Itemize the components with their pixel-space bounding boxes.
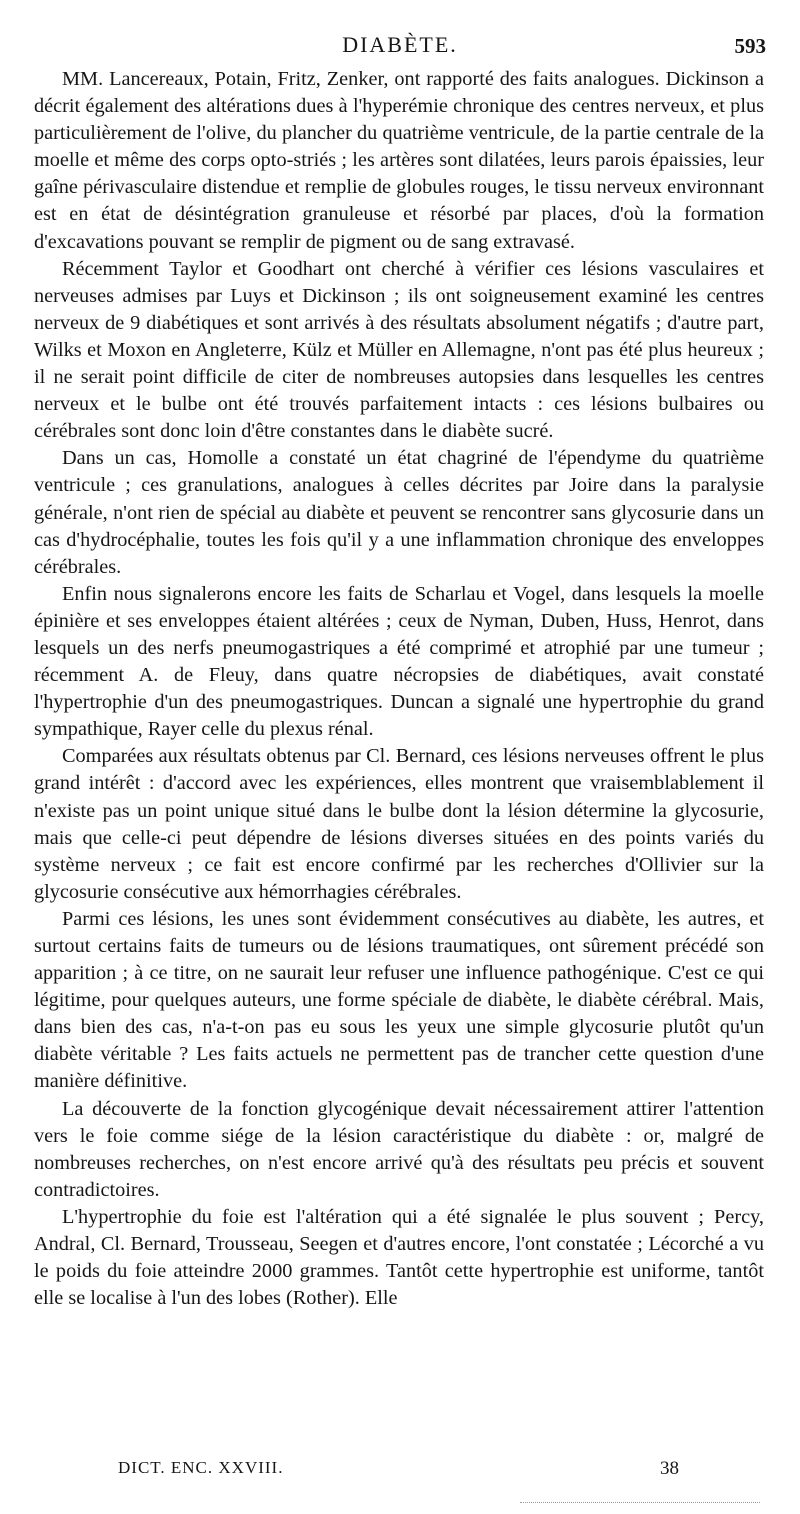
running-head: [0, 30, 800, 60]
paragraph-lancereaux: MM. Lancereaux, Potain, Fritz, Zenker, ont rapporté des faits analogues. Dickinson a décrit également des altérations dues à l'hyperémie chronique des centres nerveux, et plus particulièrement de l'olive, du plancher du quatrième ventricule, de la partie centrale de la moelle et même des corps opto-striés ; les artères sont dilatées, leurs parois épaissies, leur gaîne périvasculaire distendue et remplie de globules rouges, le tissu nerveux environnant est en état de désintégration granuleuse et résorbé par places, d'où la formation d'excavations pouvant se remplir de pigment ou de sang extravasé.: [34, 68, 764, 253]
paragraph-lesions: Parmi ces lésions, les unes sont évidemment consécutives au diabète, les autres, et surtout certains faits de tumeurs ou de lésions traumatiques, ont sûrement précédé son apparition ; à ce titre, on ne saurait leur refuser une influence pathogénique. C'est ce qui légitime, pour quelques auteurs, une forme spéciale de diabète, le diabète cérébral. Mais, dans bien des cas, n'a-t-on pas eu sous les yeux une simple glycosurie plutôt qu'un diabète véritable ? Les faits actuels ne permettent pas de trancher cette question d'une manière définitive.: [34, 907, 764, 1093]
bottom-rule: [520, 1502, 760, 1503]
paragraph-glycogenic-function: La découverte de la fonction glycogénique devait nécessairement attirer l'attention vers le foie comme siége de la lésion caractéristique du diabète : or, malgré de nombreuses recherches, on n'est encore arrivé qu'à des résultats peu précis et souvent contradictoires.: [34, 1097, 764, 1201]
page-title: DIABÈTE.: [342, 32, 458, 57]
page-footer: [0, 1458, 800, 1488]
paragraph-homolle: Dans un cas, Homolle a constaté un état chagriné de l'épendyme du quatrième ventricule ; ces granulations, analogues à celles décrites par Joire dans la paralysie générale, n'ont rien de spécial au diabète et peuvent se rencontrer sans glycosurie dans un cas d'hydrocéphalie, toutes les fois qu'il y a une inflammation chronique des enveloppes cérébrales.: [34, 447, 764, 578]
paragraph-bernard-comparison: Comparées aux résultats obtenus par Cl. Bernard, ces lésions nerveuses offrent le plus grand intérêt : d'accord avec les expériences, elles montrent que vraisemblablement il n'existe pas un point unique situé dans le bulbe dont la lésion détermine la glycosurie, mais que celle-ci peut dépendre de lésions diverses situées en des points variés du système nerveux ; ce fait est encore confirmé par les recherches d'Ollivier sur la glycosurie consécutive aux hémorrhagies cérébrales.: [34, 745, 764, 903]
body-text: [34, 66, 764, 1312]
footer-sheet-number: 38: [660, 1458, 679, 1479]
paragraph-taylor-goodhart: Récemment Taylor et Goodhart ont cherché à vérifier ces lésions vasculaires et nerveuses admises par Luys et Dickinson ; ils ont soigneusement examiné les centres nerveux de 9 diabétiques et sont arrivés à des résultats absolument négatifs ; d'autre part, Wilks et Moxon en Angleterre, Külz et Müller en Allemagne, n'ont pas été plus heureux ; il ne serait point difficile de citer de nombreuses autopsies dans lesquelles les centres nerveux et le bulbe ont été trouvés parfaitement intacts : ces lésions bulbaires ou cérébrales sont donc loin d'être constantes dans le diabète sucré.: [34, 257, 764, 443]
paragraph-scharlau-vogel: Enfin nous signalerons encore les faits de Scharlau et Vogel, dans lesquels la moelle épinière et ses enveloppes étaient altérées ; ceux de Nyman, Duben, Huss, Henrot, dans lesquels un des nerfs pneumogastriques a été comprimé et atrophié par une tumeur ; récemment A. de Fleuy, dans quatre nécropsies de diabétiques, avait constaté l'hypertrophie d'un des pneumogastriques. Duncan a signalé une hypertrophie du grand sympathique, Rayer celle du plexus rénal.: [34, 582, 764, 741]
paragraph-liver-hypertrophy: L'hypertrophie du foie est l'altération qui a été signalée le plus souvent ; Percy, Andral, Cl. Bernard, Trousseau, Seegen et d'autres encore, l'ont constatée ; Lécorché a vu le poids du foie atteindre 2000 grammes. Tantôt cette hypertrophie est uniforme, tantôt elle se localise à l'un des lobes (Rother). Elle: [34, 1205, 764, 1310]
footer-signature: DICT. ENC. XXVIII.: [118, 1458, 284, 1477]
page-number: 593: [734, 34, 766, 58]
